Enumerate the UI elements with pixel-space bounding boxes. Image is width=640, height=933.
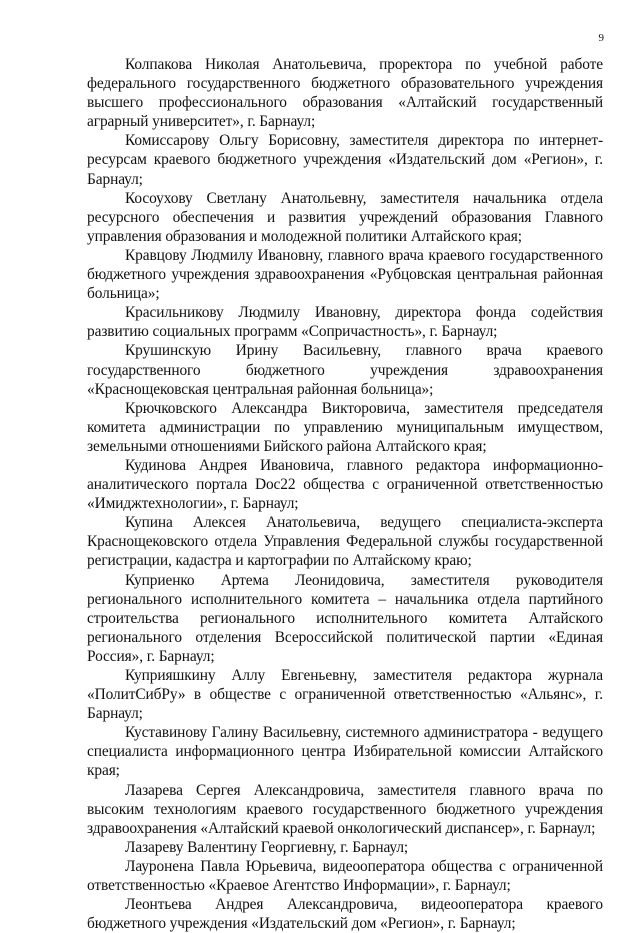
list-item: Лазарева Сергея Александровича, заместителя главного врача по высоким технологиям краевого государственного бюджетного учреждения здравоохранения «Алтайский краевой онкологический диспансер», г. Барнаул; [87,781,603,837]
list-item: Косоухову Светлану Анатольевну, заместителя начальника отдела ресурсного обеспечения и развития учреждений образования Главного управления образования и молодежной политики Алтайского края; [87,189,603,245]
award-list [87,55,603,933]
list-item: Лазареву Валентину Георгиевну, г. Барнаул; [125,838,409,856]
list-item: Куприяшкину Аллу Евгеньевну, заместителя редактора журнала «ПолитСибРу» в обществе с ограниченной ответственностью «Альянс», г. Барнаул; [87,667,603,723]
list-item: Колпакова Николая Анатольевича, проректора по учебной работе федерального государственного бюджетного образовательного учреждения высшего профессионального образования «Алтайский государственный аграрный университет», г. Барнаул; [87,56,603,131]
list-item: Леонтьева Андрея Александровича, видеооператора краевого бюджетного учреждения «Издательский дом «Регион», г. Барнаул; [87,896,603,933]
list-item: Лауронена Павла Юрьевича, видеооператора общества с ограниченной ответственностью «Краевое Агентство Информации», г. Барнаул; [87,857,603,895]
page-number: 9 [598,32,604,44]
list-item: Куприенко Артема Леонидовича, заместителя руководителя регионального исполнительного комитета – начальника отдела партийного строительства регионального исполнительного комитета Алтайского регионального отделения Всероссийской политической партии «Единая Россия», г. Барнаул; [87,571,603,665]
list-item: Крушинскую Ирину Васильевну, главного врача краевого государственного бюджетного учреждения здравоохранения «Краснощековская центральная районная больница»; [87,342,603,398]
list-item: Кравцову Людмилу Ивановну, главного врача краевого государственного бюджетного учреждения здравоохранения «Рубцовская центральная районная больница»; [87,246,603,303]
list-item: Красильникову Людмилу Ивановну, директора фонда содействия развитию социальных программ «Сопричастность», г. Барнаул; [87,304,603,341]
list-item: Крючковского Александра Викторовича, заместителя председателя комитета администрации по управлению муниципальным имуществом, земельными отношениями Бийского района Алтайского края; [87,399,603,455]
list-item: Купина Алексея Анатольевича, ведущего специалиста-эксперта Краснощековского отдела Управления Федеральной службы государственной регистрации, кадастра и картографии по Алтайскому краю; [87,514,603,570]
list-item: Кудинова Андрея Ивановича, главного редактора информационно-аналитического портала Doc22 общества с ограниченной ответственностью «Имиджтехнологии», г. Барнаул; [87,456,603,513]
list-item: Куставинову Галину Васильевну, системного администратора - ведущего специалиста информационного центра Избирательной комиссии Алтайского края; [87,724,603,780]
list-item: Комиссарову Ольгу Борисовну, заместителя директора по интернет-ресурсам краевого бюджетного учреждения «Издательский дом «Регион», г. Барнаул; [87,132,603,188]
